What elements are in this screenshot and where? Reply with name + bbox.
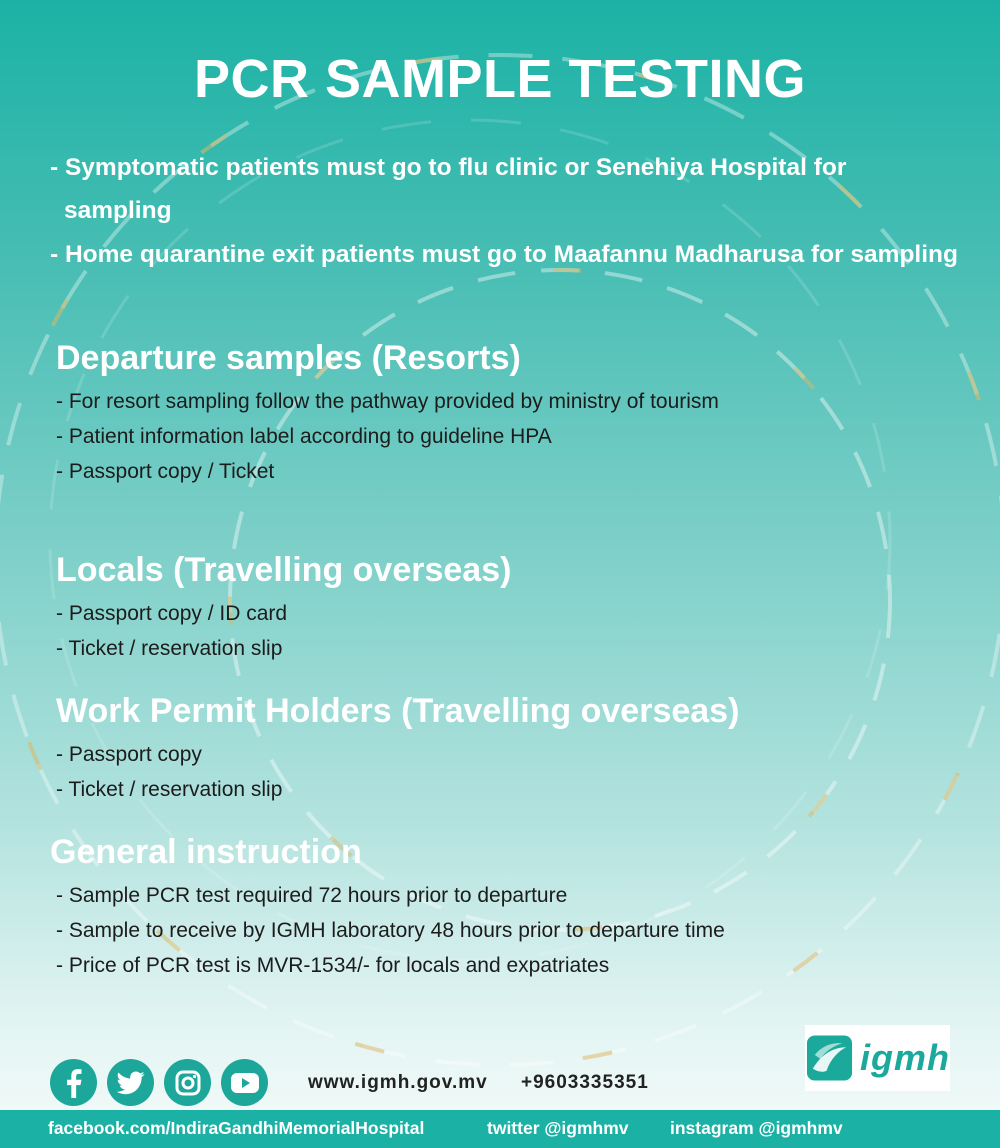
igmh-logo-mark-icon: [805, 1033, 854, 1083]
list-item: - Passport copy / Ticket: [56, 460, 275, 483]
bottom-bar: [0, 1110, 1000, 1148]
intro-list: [50, 146, 960, 277]
page-title: PCR SAMPLE TESTING: [193, 49, 807, 109]
website-link[interactable]: www.igmh.gov.mv: [308, 1072, 488, 1093]
list-item: - Sample to receive by IGMH laboratory 48 hours prior to departure time: [56, 919, 725, 942]
phone-number: +9603335351: [521, 1072, 649, 1093]
igmh-logo: [805, 1025, 950, 1091]
section-general-instruction: [50, 830, 790, 983]
section-heading: Departure samples (Resorts): [56, 339, 521, 377]
instagram-icon[interactable]: [164, 1059, 211, 1106]
list-item: - For resort sampling follow the pathway provided by ministry of tourism: [56, 390, 719, 413]
logo-text: igmh: [860, 1037, 950, 1078]
list-item: - Patient information label according to guideline HPA: [56, 425, 552, 448]
section-work-permit: [56, 689, 796, 807]
facebook-icon[interactable]: [50, 1059, 97, 1106]
twitter-handle[interactable]: twitter @igmhmv: [487, 1118, 629, 1138]
section-locals: [56, 548, 796, 666]
intro-item: - Home quarantine exit patients must go to Maafannu Madharusa for sampling: [50, 241, 958, 268]
list-item: - Passport copy / ID card: [56, 602, 288, 625]
social-icons: [50, 1059, 268, 1106]
list-item: - Passport copy: [56, 743, 202, 766]
list-item: - Ticket / reservation slip: [56, 637, 283, 660]
instagram-handle[interactable]: instagram @igmhmv: [670, 1118, 843, 1138]
list-item: - Sample PCR test required 72 hours prior to departure: [56, 884, 568, 907]
section-heading: Work Permit Holders (Travelling overseas): [56, 692, 740, 730]
list-item: - Ticket / reservation slip: [56, 778, 283, 801]
intro-item: - Symptomatic patients must go to flu clinic or Senehiya Hospital for sampling: [50, 154, 847, 224]
facebook-link[interactable]: facebook.com/IndiraGandhiMemorialHospital: [48, 1118, 425, 1138]
youtube-icon[interactable]: [221, 1059, 268, 1106]
twitter-icon[interactable]: [107, 1059, 154, 1106]
section-heading: General instruction: [50, 833, 362, 871]
section-heading: Locals (Travelling overseas): [56, 551, 512, 589]
list-item: - Price of PCR test is MVR-1534/- for locals and expatriates: [56, 954, 610, 977]
section-departure-resorts: [56, 336, 796, 489]
